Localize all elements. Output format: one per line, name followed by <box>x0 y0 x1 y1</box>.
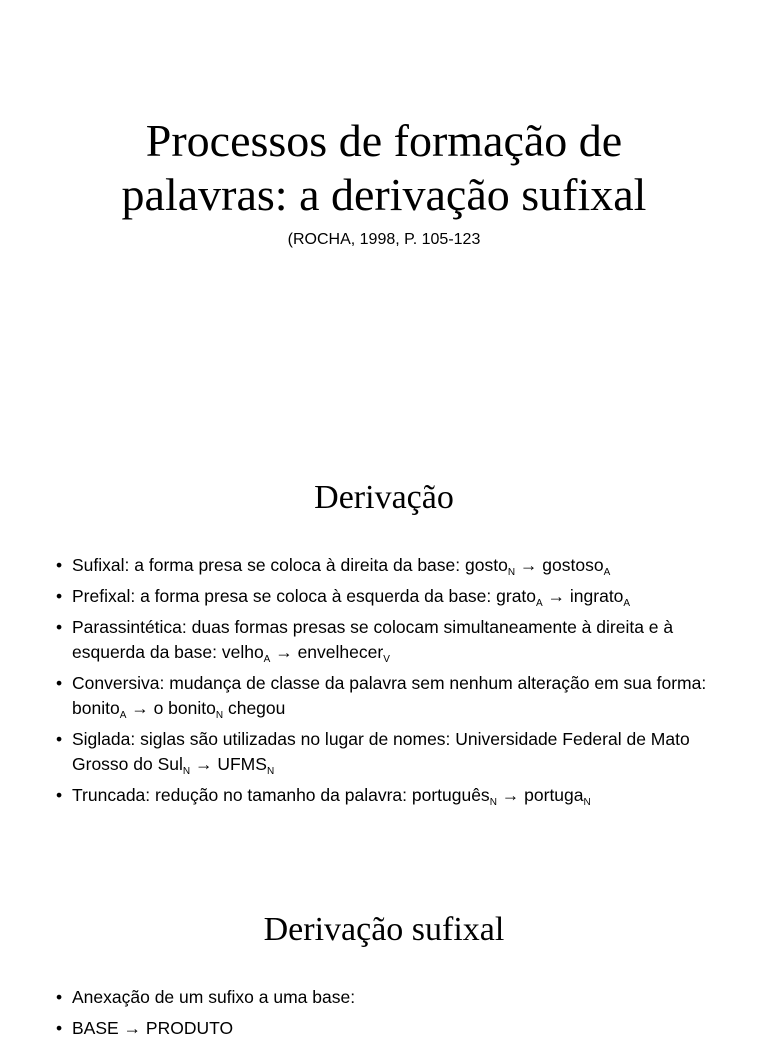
bullet-text: BASE → PRODUTO <box>72 1018 234 1038</box>
bullet-dot: • <box>56 1018 63 1038</box>
bullet-text: → o bonito <box>126 698 216 718</box>
class-subscript: N <box>583 797 591 808</box>
class-subscript: N <box>266 766 275 777</box>
bullet-dot: • <box>56 555 63 575</box>
bullet-text: → portuga <box>496 785 584 805</box>
class-subscript: A <box>263 654 271 665</box>
bullet-text: → ingrato <box>542 586 624 606</box>
bullet-text: Prefixal: a forma presa se coloca à esquerda da base: grato <box>72 586 537 606</box>
class-subscript: V <box>383 654 390 665</box>
bullet-dot: • <box>56 987 63 1007</box>
class-subscript: N <box>182 766 191 777</box>
bullet-text: Conversiva: mudança de classe da palavra sem nenhum alteração em sua forma: bonito <box>72 673 707 718</box>
bullet-text: → UFMS <box>190 754 267 774</box>
section-title-derivacao: Derivação <box>314 479 454 516</box>
main-title-line-2: palavras: a derivação sufixal <box>121 169 647 220</box>
bullet-text: Truncada: redução no tamanho da palavra: português <box>72 785 490 805</box>
bullet-text: Siglada: siglas são utilizadas no lugar de nomes: Universidade Federal de Mato Grosso do Sul <box>72 729 690 774</box>
main-title-line-1: Processos de formação de <box>145 115 623 166</box>
class-subscript: A <box>536 598 543 609</box>
class-subscript: N <box>215 710 224 721</box>
bullet-dot: • <box>56 586 63 606</box>
bullet-dot: • <box>56 785 63 805</box>
class-subscript: A <box>603 567 611 578</box>
bullet-text: Sufixal: a forma presa se coloca à direita da base: gosto <box>72 555 508 575</box>
class-subscript: A <box>623 598 631 609</box>
derivacao-sufixal-bullet-list <box>56 985 720 1047</box>
class-subscript: N <box>507 567 516 578</box>
bullet-dot: • <box>56 617 63 637</box>
citation-subtitle: (ROCHA, 1998, P. 105-123 <box>287 231 481 248</box>
bullet-text: → gostoso <box>515 555 604 575</box>
class-subscript: A <box>119 710 127 721</box>
bullet-item <box>56 1016 720 1041</box>
class-subscript: N <box>489 797 497 808</box>
bullet-dot: • <box>56 729 63 749</box>
bullet-item <box>56 985 720 1010</box>
bullet-dot: • <box>56 673 63 693</box>
bullet-text: chegou <box>223 698 286 718</box>
bullet-text: Parassintética: duas formas presas se colocam simultaneamente à direita e à esquerda da base: velho <box>72 617 674 662</box>
section-title-derivacao-sufixal: Derivação sufixal <box>263 911 505 948</box>
bullet-text: → envelhecer <box>270 642 384 662</box>
bullet-text: Anexação de um sufixo a uma base: <box>72 987 356 1007</box>
